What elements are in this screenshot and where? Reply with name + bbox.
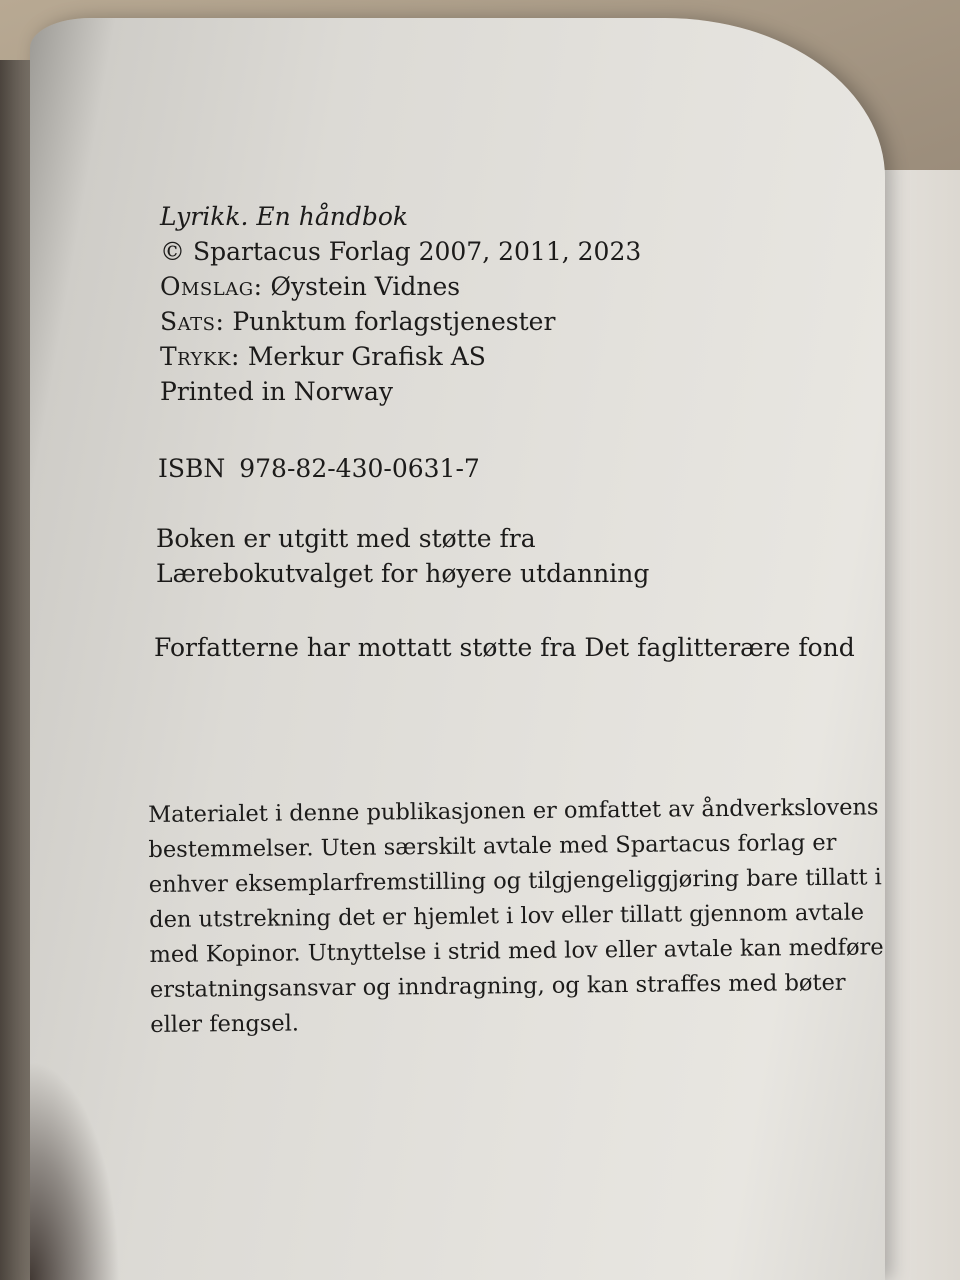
print-label: Trykk: [160,342,240,371]
cover-value: Øystein Vidnes [270,272,461,301]
copyright-line: © Spartacus Forlag 2007, 2011, 2023 [160,237,642,266]
isbn-label: ISBN [158,454,226,483]
copyright-notice [148,796,885,1049]
support-line-2: Lærebokutvalget for høyere utdanning [156,559,650,588]
colophon [160,204,641,414]
cover-credit [160,274,641,309]
book-page [30,18,885,1280]
legal-line: den utstrekning det er hjemlet i lov eller tillatt gjennom avtale [149,899,865,933]
typesetting-value: Punktum forlagstjenester [232,307,556,336]
legal-line: enhver eksemplarfremstilling og tilgjengeliggjøring bare tillatt i [148,864,882,898]
legal-line: med Kopinor. Utnyttelse i strid med lov eller avtale kan medføre [149,934,884,968]
legal-line: erstatningsansvar og inndragning, og kan straffes med bøter [149,969,846,1003]
typesetting-credit [160,309,641,344]
typesetting-label: Sats: [160,307,225,336]
support-notice [156,526,649,596]
printed-in-line: Printed in Norway [160,377,394,406]
legal-line: Materialet i denne publikasjonen er omfattet av åndverkslovens [147,794,879,828]
cover-label: Omslag: [160,272,263,301]
print-value: Merkur Grafisk AS [247,342,486,371]
book-title: Lyrikk. En håndbok [160,202,409,231]
support-line-1: Boken er utgitt med støtte fra [156,524,536,553]
isbn-line [158,456,480,481]
print-credit [160,344,641,379]
legal-line: bestemmelser. Uten særskilt avtale med Spartacus forlag er [148,829,837,863]
finger-shadow [30,1060,120,1280]
isbn-number: 978-82-430-0631-7 [239,454,480,483]
fund-notice [154,635,855,670]
legal-line: eller fengsel. [150,1010,300,1038]
fund-line: Forfatterne har mottatt støtte fra Det faglitterære fond [154,633,855,662]
